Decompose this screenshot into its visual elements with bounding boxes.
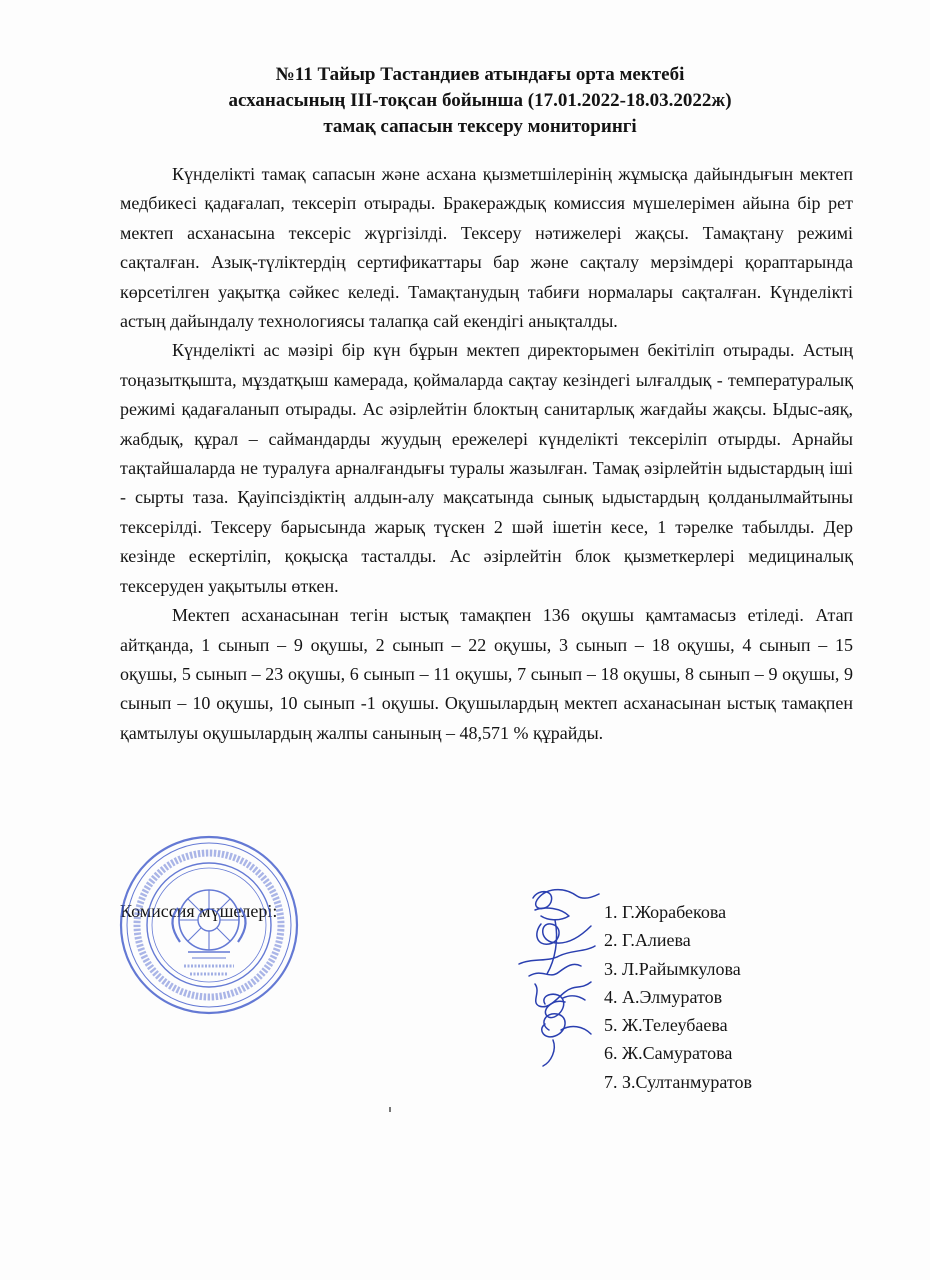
commission-label: Комиссия мүшелері: [120, 901, 278, 921]
title-line-3: тамақ сапасын тексеру мониторингі [323, 116, 637, 137]
document-body [120, 160, 853, 748]
commission-member: 1. Г.Жорабекова [604, 902, 727, 922]
commission-member: 4. А.Элмуратов [604, 986, 723, 1007]
round-seal-icon [118, 834, 300, 1016]
document-title [120, 62, 840, 140]
commission-member: 2. Г.Алиева [604, 930, 691, 951]
commission-member: 7. З.Султанмуратов [604, 1071, 753, 1092]
handwritten-signatures-icon [505, 880, 615, 1080]
paragraph-1: Күнделікті тамақ сапасын және асхана қызметшілерінің жұмысқа дайындығын мектеп медбикесі қадағалап, тексеріп отырады. Бракераждық комиссия мүшелерімен айына бір рет мектеп асханасына тексеріс жүргізілді. Тексеру нәтижелері жақсы. Тамақтану режимі сақталған. Азық-түліктердің сертификаттары бар және сақталу мерзімдері қораптарында көрсетілген уақытқа сәйкес келеді. Тамақтанудың табиғи нормалары сақталған. Күнделікті астың дайындалу технологиясы талапқа сай екендігі анықталды. [120, 164, 853, 332]
scan-speck [389, 1107, 391, 1112]
title-line-1: №11 Тайыр Тастандиев атындағы орта мектебі [275, 64, 685, 85]
commission-member: 3. Л.Райымкулова [604, 958, 741, 979]
commission-members-list [604, 898, 752, 1096]
paragraph-3: Мектеп асханасынан тегін ыстық тамақпен 136 оқушы қамтамасыз етіледі. Атап айтқанда, 1 сынып – 9 оқушы, 2 сынып – 22 оқушы, 3 сынып – 18 оқушы, 4 сынып – 15 оқушы, 5 сынып – 23 оқушы, 6 сынып – 11 оқушы, 7 сынып – 18 оқушы, 8 сынып – 9 оқушы, 9 сынып – 10 оқушы, 10 сынып -1 оқушы. Оқушылардың мектеп асханасынан ыстық тамақпен қамтылуы оқушылардың жалпы санының – 48,571 % құрайды. [120, 605, 853, 743]
commission-member: 6. Ж.Самуратова [604, 1043, 733, 1064]
paragraph-2: Күнделікті ас мәзірі бір күн бұрын мектеп директорымен бекітіліп отырады. Астың тоңазытқышта, мұздатқыш камерада, қоймаларда сақтау кезіндегі ылғалдық - температуралық режимі қадағаланып отырады. Ас әзірлейтін блоктың санитарлық жағдайы жақсы. Ыдыс-аяқ, жабдық, құрал – саймандарды жуудың ережелері күнделікті тексеріліп отырды. Арнайы тақтайшаларда не туралуға арналғандығы туралы жазылған. Тамақ әзірлейтін ыдыстардың іші - сырты таза. Қауіпсіздіктің алдын-алу мақсатында сынық ыдыстардың қолданылмайтыны тексерілді. Тексеру барысында жарық түскен 2 шәй ішетін кесе, 1 тәрелке табылды. Дер кезінде ескертіліп, қоқысқа тасталды. Ас әзірлейтін блок қызметкерлері медициналық тексеруден уақытылы өткен. [120, 340, 853, 596]
commission-member: 5. Ж.Телеубаева [604, 1015, 728, 1036]
title-line-2: асханасының ІІІ-тоқсан бойынша (17.01.2022-18.03.2022ж) [228, 90, 732, 111]
